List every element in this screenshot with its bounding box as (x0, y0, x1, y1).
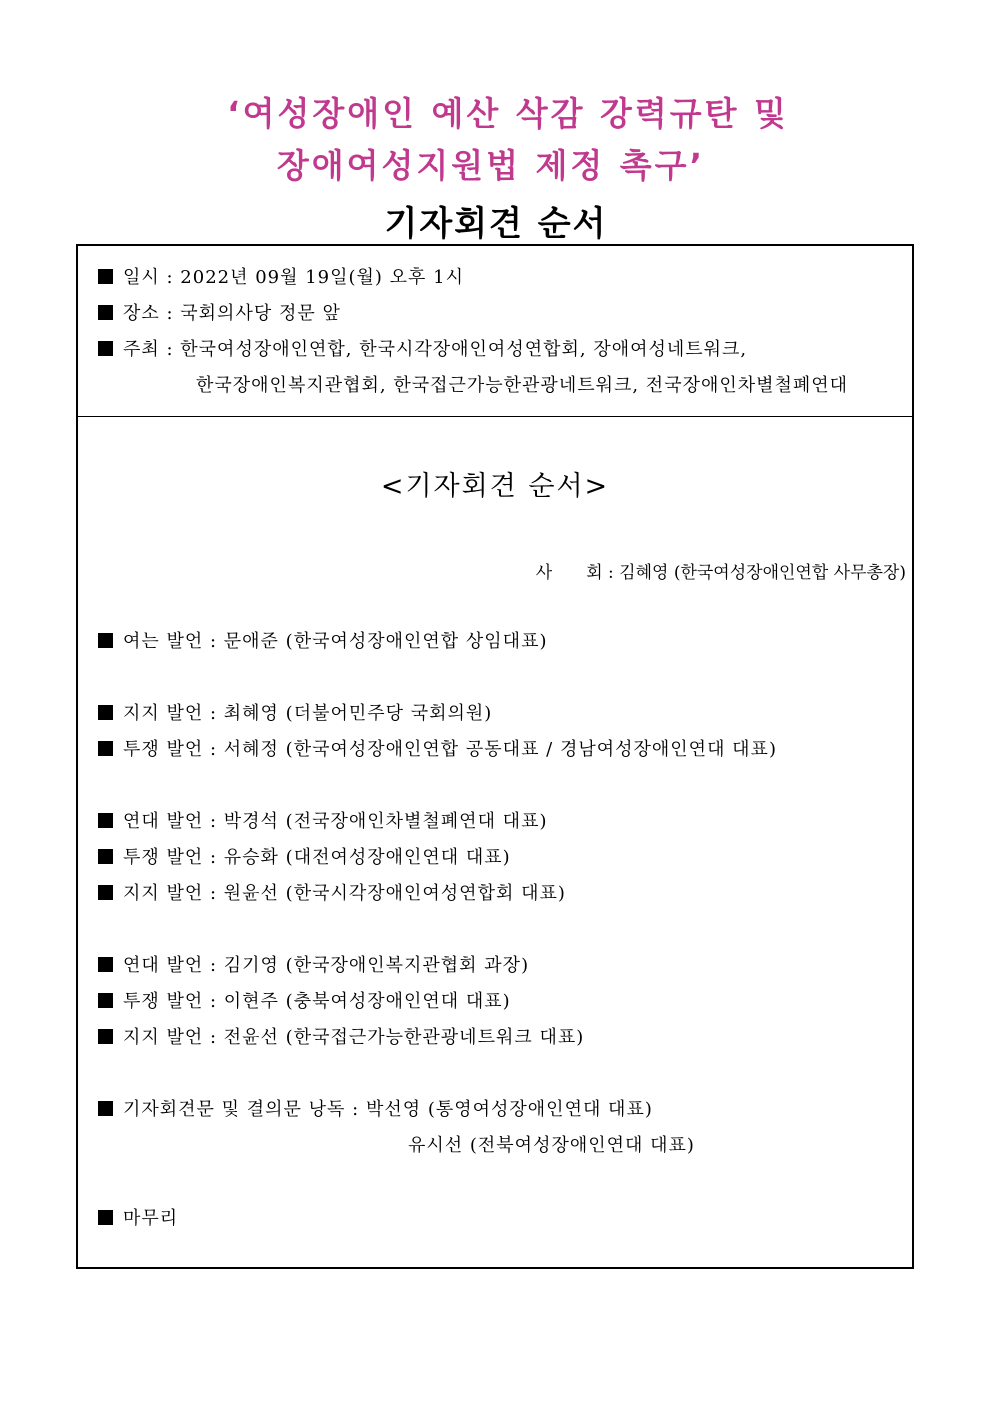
organizer-row: 주최 : 한국여성장애인연합, 한국시각장애인여성연합회, 장애여성네트워크, (98, 338, 747, 362)
square-bullet-icon (98, 1101, 113, 1116)
square-bullet-icon (98, 741, 113, 756)
square-bullet-icon (98, 269, 113, 284)
program-item: 연대 발언 : 김기영 (한국장애인복지관협회 과장) (98, 954, 529, 978)
square-bullet-icon (98, 849, 113, 864)
mc-label-a: 사 (535, 563, 553, 583)
document-title: 기자회견 순서 (384, 204, 608, 244)
program-item: 지지 발언 : 원윤선 (한국시각장애인여성연합회 대표) (98, 882, 566, 906)
square-bullet-icon (98, 993, 113, 1008)
program-item: 투쟁 발언 : 서혜정 (한국여성장애인연합 공동대표 / 경남여성장애인연대 대표) (98, 738, 777, 762)
mc-row (536, 558, 906, 583)
mc-label-b: 회 (586, 563, 603, 583)
mc-value: : 김혜영 (한국여성장애인연합 사무총장) (608, 563, 906, 583)
square-bullet-icon (98, 341, 113, 356)
title-line-1: ‘여성장애인 예산 삭감 강력규탄 및 (227, 94, 789, 133)
program-item: 마무리 (98, 1207, 178, 1231)
square-bullet-icon (98, 633, 113, 648)
program-item: 투쟁 발언 : 이현주 (충북여성장애인연대 대표) (98, 990, 511, 1014)
title-line-2: 장애여성지원법 제정 촉구’ (276, 146, 706, 185)
square-bullet-icon (98, 813, 113, 828)
square-bullet-icon (98, 1210, 113, 1225)
square-bullet-icon (98, 957, 113, 972)
program-box (76, 244, 914, 1269)
program-item-continued: 유시선 (전북여성장애인연대 대표) (408, 1135, 695, 1156)
organizer-row-continued: 한국장애인복지관협회, 한국접근가능한관광네트워크, 전국장애인차별철폐연대 (196, 375, 849, 396)
program-item: 투쟁 발언 : 유승화 (대전여성장애인연대 대표) (98, 846, 511, 870)
square-bullet-icon (98, 1029, 113, 1044)
square-bullet-icon (98, 305, 113, 320)
place-row: 장소 : 국회의사당 정문 앞 (98, 302, 341, 326)
program-item: 연대 발언 : 박경석 (전국장애인차별철폐연대 대표) (98, 810, 547, 834)
square-bullet-icon (98, 885, 113, 900)
program-item: 기자회견문 및 결의문 낭독 : 박선영 (통영여성장애인연대 대표) (98, 1098, 653, 1122)
square-bullet-icon (98, 705, 113, 720)
event-info-section (78, 246, 912, 417)
program-item: 여는 발언 : 문애준 (한국여성장애인연합 상임대표) (98, 630, 547, 654)
program-item: 지지 발언 : 전윤선 (한국접근가능한관광네트워크 대표) (98, 1026, 584, 1050)
program-item: 지지 발언 : 최혜영 (더불어민주당 국회의원) (98, 702, 492, 726)
program-heading: <기자회견 순서> (380, 471, 610, 502)
date-row: 일시 : 2022년 09월 19일(월) 오후 1시 (98, 266, 464, 290)
